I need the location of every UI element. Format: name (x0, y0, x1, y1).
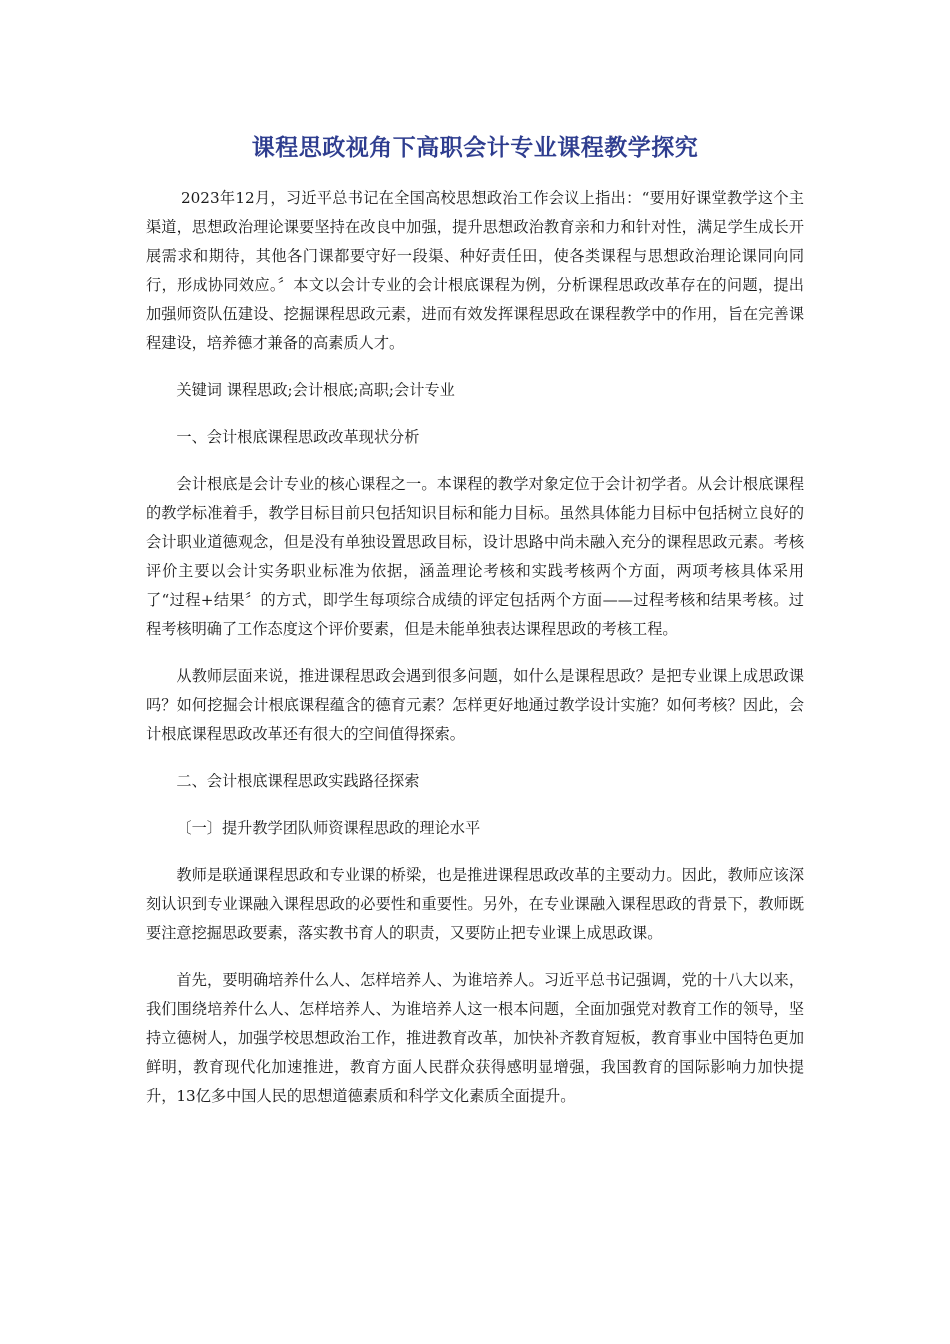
abstract-paragraph: 2023年12月，习近平总书记在全国高校思想政治工作会议上指出：“要用好课堂教学这个主渠道，思想政治理论课要坚持在改良中加强，提升思想政治教育亲和力和针对性，满足学生成长开展需求和期待，其他各门课都要守好一段渠、种好责任田，使各类课程与思想政治理论课同向同行，形成协同效应。〞本文以会计专业的会计根底课程为例，分析课程思政改革存在的问题，提出加强师资队伍建设、挖掘课程思政元素，进而有效发挥课程思政在课程教学中的作用，旨在完善课程建设，培养德才兼备的高素质人才。 (146, 189, 804, 352)
body-paragraph-1: 会计根底是会计专业的核心课程之一。本课程的教学对象定位于会计初学者。从会计根底课程的教学标准着手，教学目标目前只包括知识目标和能力目标。虽然具体能力目标中包括树立良好的会计职业道德观念，但是没有单独设置思政目标，设计思路中尚未融入充分的课程思政元素。考核评价主要以会计实务职业标准为依据，涵盖理论考核和实践考核两个方面，两项考核具体采用了“过程+结果〞的方式，即学生每项综合成绩的评定包括两个方面——过程考核和结果考核。过程考核明确了工作态度这个评价要素，但是未能单独表达课程思政的考核工程。 (146, 475, 804, 638)
subsection-heading-1: 〔一〕提升教学团队师资课程思政的理论水平 (176, 819, 481, 837)
document-page (146, 128, 804, 1129)
section-heading-2: 二、会计根底课程思政实践路径探索 (176, 772, 420, 790)
body-paragraph-4: 首先，要明确培养什么人、怎样培养人、为谁培养人。习近平总书记强调，党的十八大以来，我们围绕培养什么人、怎样培养人、为谁培养人这一根本问题，全面加强党对教育工作的领导，坚持立德树人，加强学校思想政治工作，推进教育改革，加快补齐教育短板，教育事业中国特色更加鲜明，教育现代化加速推进，教育方面人民群众获得感明显增强，我国教育的国际影响力加快提升，13亿多中国人民的思想道德素质和科学文化素质全面提升。 (146, 971, 804, 1105)
keywords-line: 关键词 课程思政;会计根底;高职;会计专业 (176, 381, 455, 399)
body-paragraph-3: 教师是联通课程思政和专业课的桥梁，也是推进课程思政改革的主要动力。因此，教师应该深刻认识到专业课融入课程思政的必要性和重要性。另外，在专业课融入课程思政的背景下，教师既要注意挖掘思政要素，落实教书育人的职责，又要防止把专业课上成思政课。 (146, 866, 804, 942)
body-paragraph-2: 从教师层面来说，推进课程思政会遇到很多问题，如什么是课程思政？是把专业课上成思政课吗？如何挖掘会计根底课程蕴含的德育元素？怎样更好地通过教学设计实施？如何考核？因此，会计根底课程思政改革还有很大的空间值得探索。 (146, 667, 804, 743)
document-title: 课程思政视角下高职会计专业课程教学探究 (251, 135, 699, 161)
section-heading-1: 一、会计根底课程思政改革现状分析 (176, 428, 420, 446)
